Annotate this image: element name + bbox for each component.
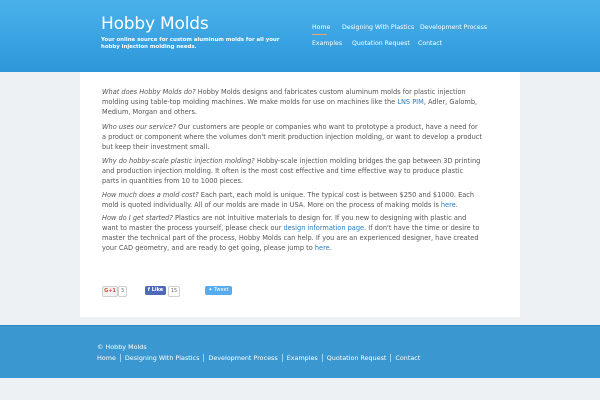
facebook-icon: f bbox=[147, 287, 150, 293]
nav-quotation-request[interactable]: Quotation Request bbox=[352, 40, 410, 47]
nav-active-indicator bbox=[312, 34, 327, 35]
faq-mold-cost bbox=[102, 190, 482, 210]
tweet-button[interactable] bbox=[205, 286, 232, 295]
faq-answer: Hobby Molds designs and fabricates custom aluminum molds for plastic injection molding using table-top molding machines. We make molds for use on machines like the bbox=[102, 88, 466, 106]
faq-question: What does Hobby Molds do? bbox=[102, 88, 196, 96]
design-information-link[interactable]: design information page bbox=[283, 224, 365, 232]
google-plus-count: 3 bbox=[118, 286, 127, 297]
footer-nav-designing-with-plastics[interactable]: Designing With Plastics bbox=[120, 354, 204, 362]
facebook-like-label: Like bbox=[151, 287, 164, 293]
faq-what-we-do bbox=[102, 87, 482, 117]
faq-answer: Each part, each mold is unique. The typical cost is between $250 and $1000. Each mold is quoted individually. All of our molds are made in USA. More on the process of making molds is bbox=[102, 191, 475, 209]
footer-nav-development-process[interactable]: Development Process bbox=[203, 354, 281, 362]
faq-why-hobby-scale bbox=[102, 156, 482, 186]
nav-development-process[interactable]: Development Process bbox=[420, 24, 488, 31]
footer-nav-home[interactable]: Home bbox=[97, 354, 116, 362]
faq-answer: . If don't have the time or desire to master the technical part of the process, Hobby Molds can help. If you are an experienced designer, have created your CAD geometry, and are ready to get going, please jump to bbox=[102, 224, 480, 252]
faq-answer: , Adler, Galomb, Medium, Morgan and others. bbox=[102, 98, 478, 116]
page-bottom bbox=[0, 378, 600, 400]
footer-nav-examples[interactable]: Examples bbox=[282, 354, 322, 362]
faq-answer: Hobby-scale injection molding bridges the gap between 3D printing and production injection molding. It often is the most cost effective and time effective way to produce plastic parts in quantities from 10 to 1000 pieces. bbox=[102, 157, 481, 185]
main-content bbox=[80, 72, 520, 317]
mold-process-link[interactable]: here bbox=[440, 201, 456, 209]
tweet-label: Tweet bbox=[214, 287, 229, 293]
get-started-link[interactable]: here bbox=[314, 244, 330, 252]
google-plus-button[interactable]: G+1 bbox=[102, 286, 118, 297]
lns-pim-link[interactable]: LNS PIM bbox=[397, 98, 424, 106]
nav-designing-with-plastics[interactable]: Designing With Plastics bbox=[342, 24, 415, 31]
site-tagline: Your online source for custom aluminum molds for all your hobby injection molding needs. bbox=[101, 37, 280, 50]
site-footer bbox=[0, 325, 600, 379]
footer-nav-quotation-request[interactable]: Quotation Request bbox=[322, 354, 391, 362]
nav-examples[interactable]: Examples bbox=[312, 40, 343, 47]
footer-nav-contact[interactable]: Contact bbox=[390, 354, 424, 362]
faq-question: Who uses our service? bbox=[102, 123, 177, 131]
twitter-bird-icon: ✦ bbox=[208, 287, 213, 293]
faq-answer: Plastics are not intuitive materials to design for. If you new to designing with plastic and want to master the process yourself, please check our bbox=[102, 214, 467, 232]
faq-who-uses bbox=[102, 122, 482, 152]
faq-question: How do I get started? bbox=[102, 214, 173, 222]
site-title-link[interactable]: Hobby Molds bbox=[101, 14, 209, 34]
footer-copyright: © Hobby Molds bbox=[97, 343, 147, 351]
footer-nav bbox=[97, 353, 424, 363]
nav-contact[interactable]: Contact bbox=[418, 40, 443, 47]
faq-answer: . bbox=[329, 244, 332, 252]
faq-question: Why do hobby-scale plastic injection molding? bbox=[102, 157, 255, 165]
site-header bbox=[0, 0, 600, 72]
faq-question: How much does a mold cost? bbox=[102, 191, 199, 199]
faq-answer: . bbox=[455, 201, 458, 209]
faq-get-started bbox=[102, 213, 482, 253]
nav-home[interactable]: Home bbox=[312, 24, 331, 31]
faq-answer: Our customers are people or companies who want to prototype a product, have a need for a product or component where the volumes don't merit production injection molding, or want to develop a product but keep their investment small. bbox=[102, 123, 482, 151]
facebook-like-count: 15 bbox=[168, 286, 180, 297]
facebook-like-button[interactable] bbox=[145, 286, 166, 295]
